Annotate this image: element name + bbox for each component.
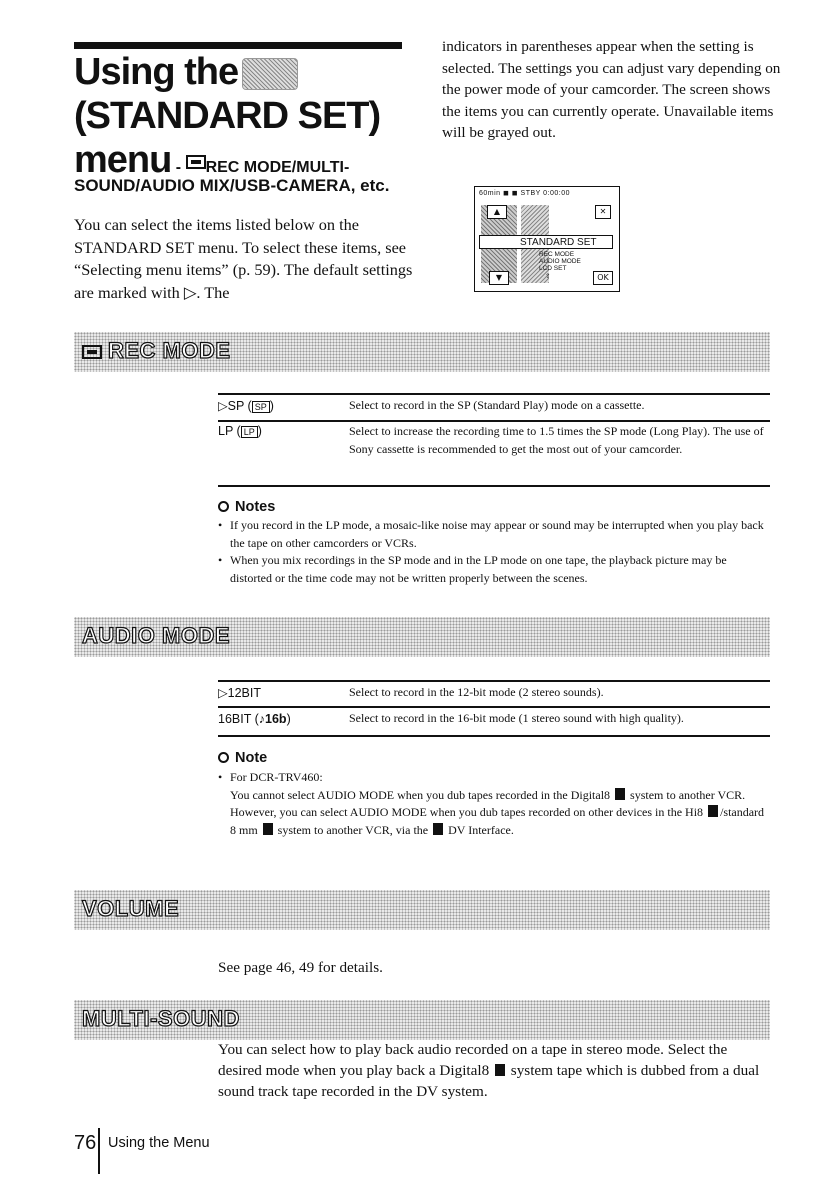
audio-note-title: Note: [235, 750, 268, 766]
option-sp-desc: Select to record in the SP (Standard Play) mode on a cassette.: [349, 398, 645, 412]
title-rule: [74, 42, 402, 49]
option-16bit-desc: Select to record in the 16-bit mode (1 stereo sound with high quality).: [349, 711, 684, 725]
lcd-ok-button: OK: [593, 271, 613, 285]
lcd-status-line: 60min ◼ ◼ STBY 0:00:00: [479, 190, 570, 197]
lp-badge: LP: [241, 426, 258, 438]
table-rule: [218, 680, 770, 682]
title-line3-rest: REC MODE/MULTI-: [205, 159, 350, 176]
option-lp-close: ): [257, 424, 262, 438]
option-sp-close: ): [269, 399, 274, 413]
section-title-rec-mode: REC MODE: [108, 338, 231, 363]
footer-divider: [98, 1128, 100, 1174]
right-paragraph: indicators in parentheses appear when the setting is selected. The settings you can adjust vary depending on the power mode of your camcorder. The screen shows the items you can currently operate. Unavailable items will be grayed out.: [442, 38, 781, 141]
subtitle: SOUND/AUDIO MIX/USB-CAMERA, etc.: [74, 176, 390, 195]
option-16bit-close: ): [286, 712, 291, 726]
lcd-item-marker: ⇧: [545, 273, 551, 280]
lcd-menu-header: STANDARD SET: [479, 235, 613, 249]
table-rule: [218, 735, 770, 737]
rec-notes-title: Notes: [235, 499, 276, 515]
tape-icon: [186, 155, 206, 169]
section-title-multi-sound: MULTI-SOUND: [82, 1006, 240, 1031]
lcd-down-button: ▼: [489, 271, 509, 285]
option-sp: [218, 398, 274, 413]
multi-sound-text-a: You can select how to play back audio recorded on a tape in stereo mode. Select the desired mode when you play back a Digital8: [218, 1041, 728, 1079]
hi8-icon: [708, 805, 718, 817]
lcd-item-rec-mode: REC MODE: [539, 251, 575, 258]
rec-notes-heading: [218, 499, 275, 515]
option-lp-label: LP (: [218, 424, 241, 438]
note-body-e: DV Interface.: [448, 822, 514, 837]
footer-label: Using the Menu: [108, 1135, 210, 1151]
intro-paragraph: You can select the items listed below on the STANDARD SET menu. To select these items, see “Selecting menu items” (p. 59). The default settings are marked with ▷. The: [74, 215, 413, 302]
lcd-item-audio-mode: AUDIO MODE: [539, 258, 581, 265]
note-body-d: system to another VCR, via the: [277, 822, 429, 837]
option-lp: [218, 424, 262, 438]
option-lp-desc: Select to increase the recording time to 1.5 times the SP mode (Long Play). The use of Sony cassette is recommended to get the most out of your camcorder.: [349, 424, 764, 456]
standard-set-icon: [242, 58, 298, 90]
section-bar-rec-mode: [74, 332, 770, 372]
option-16bit-label: 16BIT (: [218, 712, 259, 726]
note-body-b: system to another VCR. However, you can select AUDIO MODE when you dub tapes recorded on other devices in the Hi8: [230, 787, 746, 819]
section-title-volume: VOLUME: [82, 896, 180, 921]
multi-sound-text: [218, 1039, 770, 1102]
8mm-icon: [263, 823, 273, 835]
note-body-a: You cannot select AUDIO MODE when you dub tapes recorded in the Digital8: [230, 787, 611, 802]
lcd-item-lcd-set: LCD SET: [539, 265, 567, 272]
sp-badge: SP: [252, 401, 270, 413]
option-sp-label: ▷SP (: [218, 399, 252, 413]
table-rule: [218, 393, 770, 395]
list-item: • When you mix recordings in the SP mode and in the LP mode on one tape, the playback picture may be distorted or the time code may not be written properly between the scenes.: [218, 552, 770, 587]
option-12bit: ▷12BIT: [218, 686, 261, 700]
note-body-c: /standard 8 mm: [230, 805, 765, 837]
table-rule: [218, 706, 770, 708]
audio-note-list: [218, 769, 770, 839]
section-title-audio-mode: AUDIO MODE: [82, 623, 230, 648]
dv-interface-icon: [433, 823, 443, 835]
section-bar-multi-sound: [74, 1000, 770, 1040]
page-title: [74, 50, 414, 190]
volume-text: See page 46, 49 for details.: [218, 959, 383, 976]
list-item: • If you record in the LP mode, a mosaic-like noise may appear or sound may be interrupted when you play back the tape on other camcorders or VCRs.: [218, 517, 770, 552]
digital8-icon: [615, 788, 625, 800]
title-dash: -: [171, 159, 186, 176]
table-rule: [218, 485, 770, 487]
option-12bit-desc: Select to record in the 12-bit mode (2 stereo sounds).: [349, 685, 604, 699]
title-line1: Using the: [74, 51, 239, 93]
lcd-close-button: ✕: [595, 205, 611, 219]
note-icon: [218, 501, 229, 512]
title-menu-word: menu: [74, 139, 172, 181]
table-rule: [218, 420, 770, 422]
section-bar-volume: [74, 890, 770, 930]
lcd-up-button: ▲: [487, 205, 507, 219]
rec-mode-tape-icon: [82, 345, 102, 359]
digital8-icon: [495, 1064, 505, 1076]
page-number: 76: [74, 1132, 97, 1154]
audio-note-heading: [218, 750, 267, 766]
note-icon: [218, 752, 229, 763]
section-bar-audio-mode: [74, 617, 770, 657]
16bit-badge: ♪16b: [258, 712, 287, 726]
option-16bit: [218, 712, 291, 726]
title-line2: (STANDARD SET): [74, 95, 381, 137]
rec-notes-list: [218, 517, 770, 587]
list-item: [218, 769, 770, 839]
note-lead: For DCR-TRV460:: [230, 770, 323, 784]
lcd-screen-illustration: [474, 186, 620, 292]
multi-sound-text-b: system tape which is dubbed from a dual sound track tape recorded in the DV system.: [218, 1062, 760, 1100]
